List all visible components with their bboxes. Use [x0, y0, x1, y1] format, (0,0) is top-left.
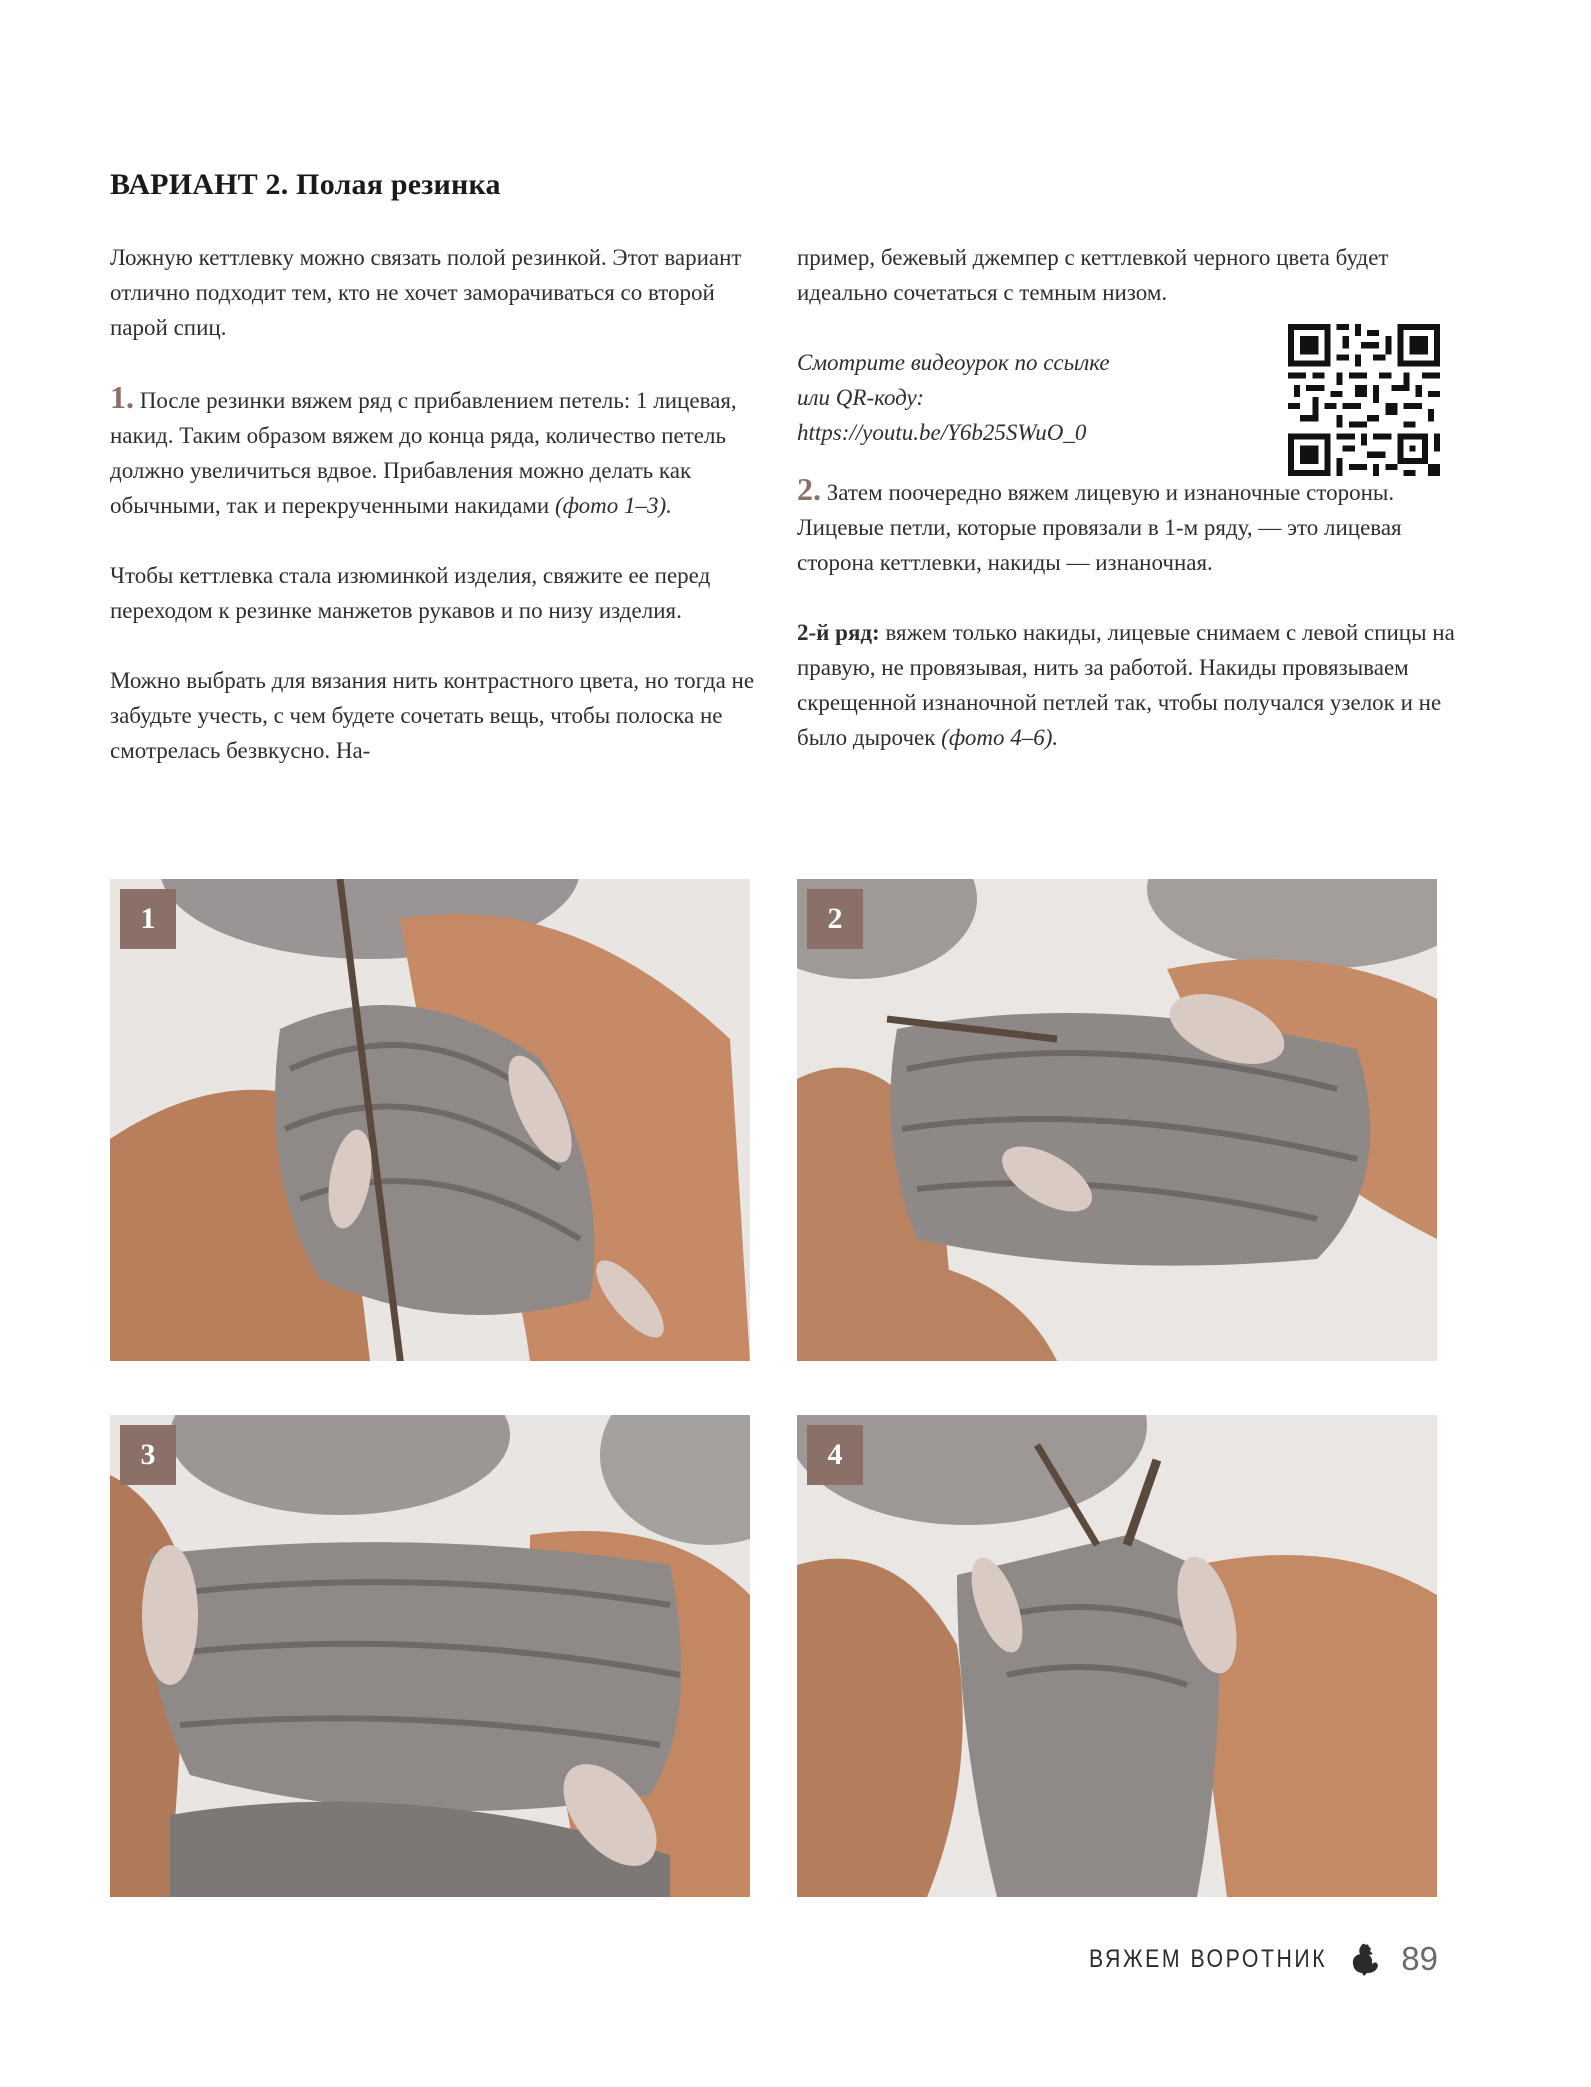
photo-1-illustration — [110, 879, 750, 1361]
step-2-number: 2. — [797, 471, 821, 507]
row-2-photo-ref: (фото 4–6). — [941, 725, 1059, 750]
step-2-text: Затем поочередно вяжем лицевую и изнаночные стороны. Лицевые петли, которые провязали в 1-м ряду, — это лицевая сторона кеттлевки, накиды — изнаночная. — [797, 480, 1402, 575]
row-2-label: 2-й ряд: — [797, 620, 880, 645]
photo-4-illustration — [797, 1415, 1437, 1897]
photo-2 — [797, 879, 1437, 1361]
highlight-paragraph: Чтобы кеттлевка стала изюминкой изделия, свяжите ее перед переходом к резинке манжетов рукавов и по низу изделия. — [110, 563, 711, 623]
qr-code-icon[interactable] — [1288, 324, 1440, 476]
heading-prefix: ВАРИАНТ 2. — [110, 168, 289, 201]
photo-1-badge: 1 — [120, 889, 176, 949]
section-heading — [110, 168, 501, 202]
left-column — [110, 240, 760, 803]
photo-3-badge: 3 — [120, 1425, 176, 1485]
contrast-paragraph: Можно выбрать для вязания нить контрастного цвета, но тогда не забудьте учесть, с чем будете сочетать вещь, чтобы полоска не смотрелась безвкусно. На- — [110, 668, 755, 763]
page-number: 89 — [1401, 1940, 1438, 1977]
video-line-1: Смотрите видеоурок по ссылке — [797, 350, 1110, 375]
photo-4-badge: 4 — [807, 1425, 863, 1485]
step-1-text: После резинки вяжем ряд с прибавлением петель: 1 лицевая, накид. Таким образом вяжем до конца ряда, количество петель должно увеличиться вдвое. Прибавления можно делать как обычными, так и перекрученными накидами — [110, 388, 737, 518]
row-2-text: вяжем только накиды, лицевые снимаем с левой спицы на правую, не провязывая, нить за работой. Накиды провязываем скрещенной изнаночной петлей так, чтобы получался узелок и не было дырочек — [797, 620, 1455, 750]
continuation-paragraph: пример, бежевый джемпер с кеттлевкой черного цвета будет идеально сочетаться с темным низом. — [797, 245, 1389, 305]
footer-section-title: ВЯЖЕМ ВОРОТНИК — [1089, 1944, 1328, 1973]
photo-2-illustration — [797, 879, 1437, 1361]
step-2-paragraph — [797, 472, 1457, 580]
step-1-photo-ref: (фото 1–3). — [554, 493, 672, 518]
step-1-paragraph — [110, 380, 760, 523]
intro-paragraph: Ложную кеттлевку можно связать полой резинкой. Этот вариант отлично подходит тем, кто не хочет заморачиваться со второй парой спиц. — [110, 245, 742, 340]
right-column — [797, 240, 1457, 790]
photo-3 — [110, 1415, 750, 1897]
photo-3-illustration — [110, 1415, 750, 1897]
rooster-icon — [1349, 1942, 1379, 1976]
photo-1 — [110, 879, 750, 1361]
video-link-block — [797, 345, 1237, 450]
step-1-number: 1. — [110, 379, 134, 415]
photo-2-badge: 2 — [807, 889, 863, 949]
video-line-2: или QR-коду: — [797, 385, 925, 410]
video-url[interactable]: https://youtu.be/Y6b25SWuO_0 — [797, 420, 1087, 445]
page-footer — [1047, 1940, 1438, 1978]
photo-4 — [797, 1415, 1437, 1897]
heading-title: Полая резинка — [296, 168, 501, 201]
row-2-paragraph — [797, 615, 1457, 755]
